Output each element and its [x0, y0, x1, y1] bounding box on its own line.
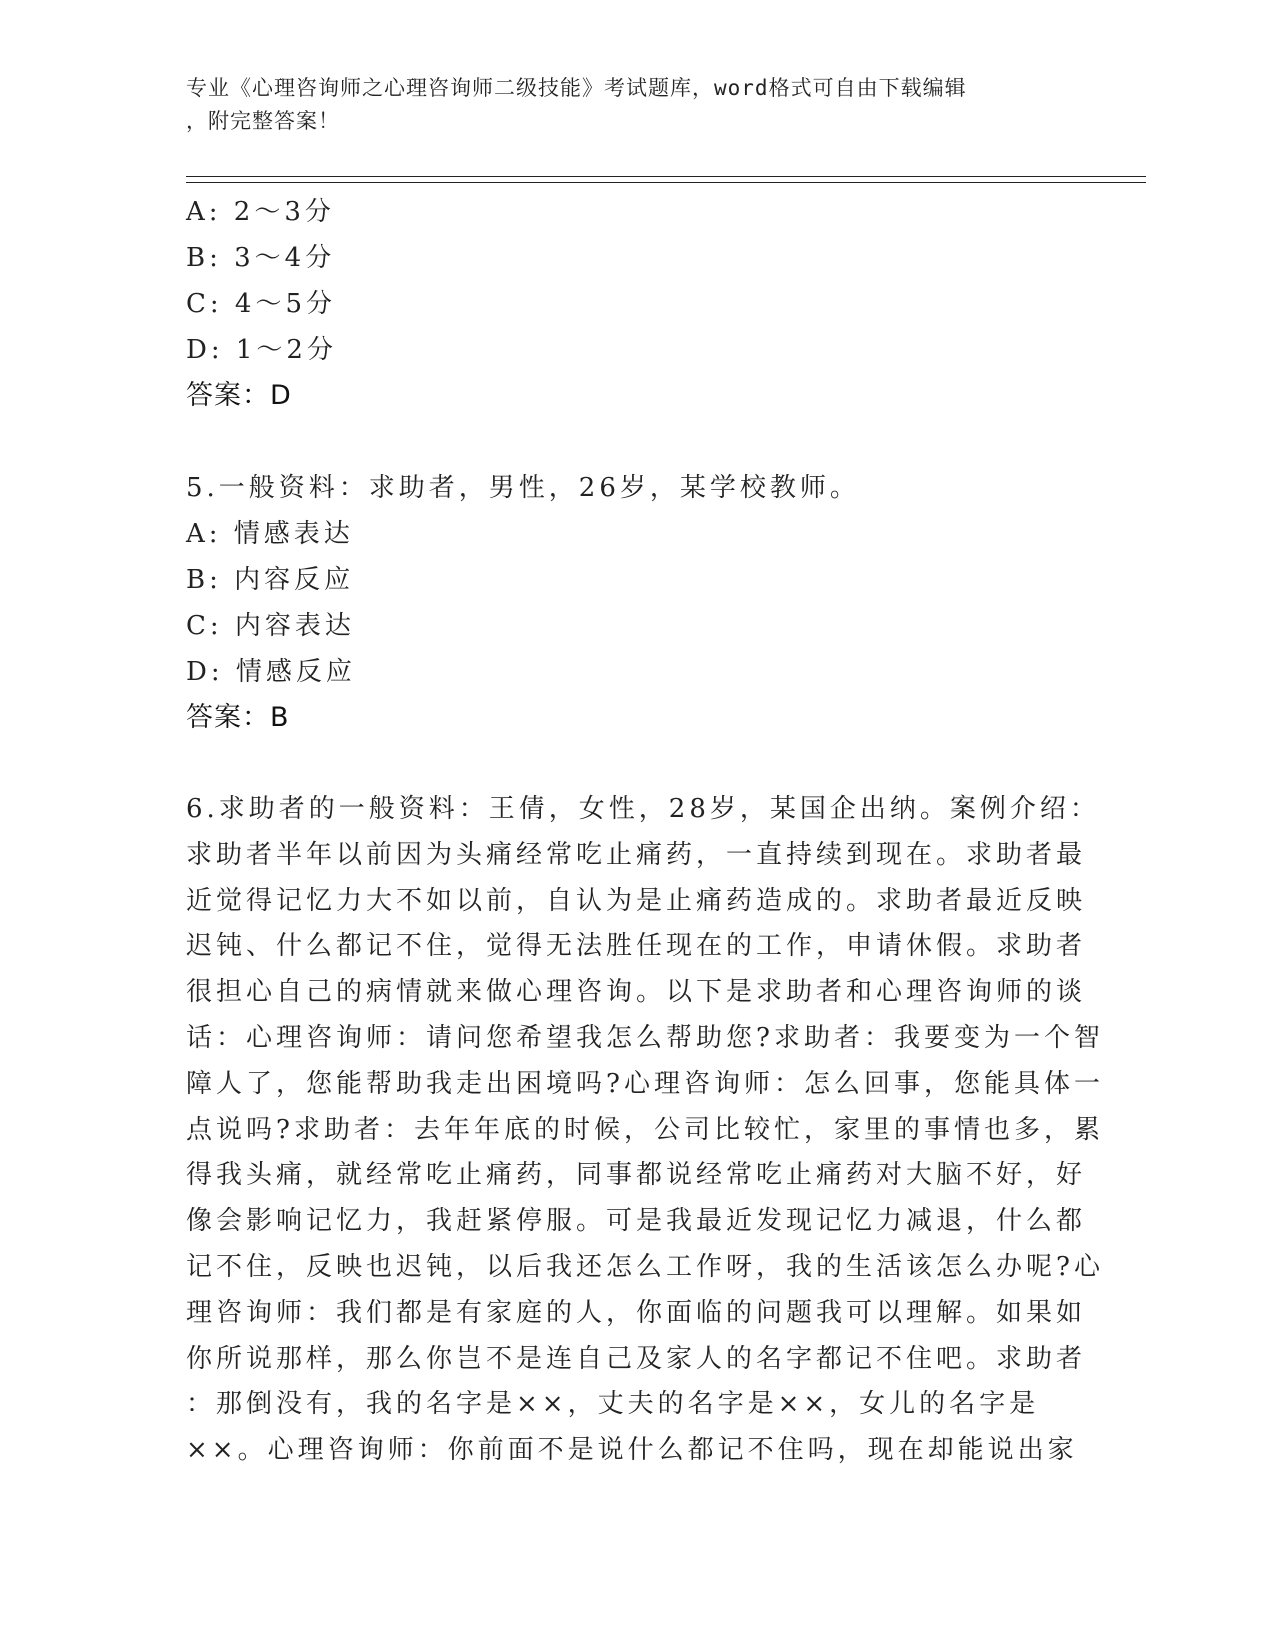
question-text-line: 迟钝、什么都记不住，觉得无法胜任现在的工作，申请休假。求助者 [186, 931, 1087, 962]
header-divider-top [186, 176, 1146, 177]
question-text-line: 障人了，您能帮助我走出困境吗?心理咨询师：怎么回事，您能具体一 [186, 1068, 1104, 1099]
question-5 [186, 465, 1086, 741]
option-d: D: 情感反应 [186, 657, 356, 687]
option-b: B: 3～4分 [186, 243, 336, 273]
question-text-line: 话：心理咨询师：请问您希望我怎么帮助您?求助者：我要变为一个智 [186, 1022, 1104, 1053]
header-line-1: 专业《心理咨询师之心理咨询师二级技能》考试题库，word格式可自由下载编辑 [186, 76, 967, 100]
question-4-options [186, 189, 1086, 419]
answer-label: 答案：B [186, 702, 290, 733]
question-6 [186, 787, 1104, 1474]
question-text-line: 记不住，反映也迟钝，以后我还怎么工作呀，我的生活该怎么办呢?心 [186, 1251, 1104, 1282]
question-text-line: ：那倒没有，我的名字是××，丈夫的名字是××，女儿的名字是 [186, 1389, 1040, 1420]
option-a: A: 2～3分 [186, 197, 335, 227]
question-text-line: 6.求助者的一般资料：王倩，女性，28岁，某国企出纳。案例介绍： [186, 794, 1100, 824]
question-text-line: 你所说那样，那么你岂不是连自己及家人的名字都记不住吧。求助者 [186, 1343, 1087, 1374]
document-header [186, 72, 1066, 138]
question-text-line: 得我头痛，就经常吃止痛药，同事都说经常吃止痛药对大脑不好，好 [186, 1160, 1087, 1191]
question-text-line: 近觉得记忆力大不如以前，自认为是止痛药造成的。求助者最近反映 [186, 885, 1087, 916]
question-stem: 5.一般资料：求助者，男性，26岁，某学校教师。 [186, 473, 860, 503]
question-text-line: 理咨询师：我们都是有家庭的人，你面临的问题我可以理解。如果如 [186, 1297, 1087, 1328]
question-text-line: ××。心理咨询师：你前面不是说什么都记不住吗，现在却能说出家 [186, 1435, 1078, 1466]
option-c: C: 4～5分 [186, 289, 337, 319]
option-c: C: 内容表达 [186, 611, 355, 641]
option-a: A: 情感表达 [186, 519, 354, 549]
question-text-line: 点说吗?求助者：去年年底的时候，公司比较忙，家里的事情也多，累 [186, 1114, 1104, 1145]
question-text-line: 很担心自己的病情就来做心理咨询。以下是求助者和心理咨询师的谈 [186, 977, 1087, 1008]
question-text-line: 求助者半年以前因为头痛经常吃止痛药，一直持续到现在。求助者最 [186, 839, 1087, 870]
question-text-line: 像会影响记忆力，我赶紧停服。可是我最近发现记忆力减退，什么都 [186, 1206, 1087, 1237]
document-body [186, 189, 1104, 1474]
answer-label: 答案：D [186, 380, 292, 411]
option-b: B: 内容反应 [186, 565, 355, 595]
option-d: D: 1～2分 [186, 335, 337, 365]
header-line-2: ，附完整答案！ [186, 109, 340, 133]
header-divider-bottom [186, 182, 1146, 183]
